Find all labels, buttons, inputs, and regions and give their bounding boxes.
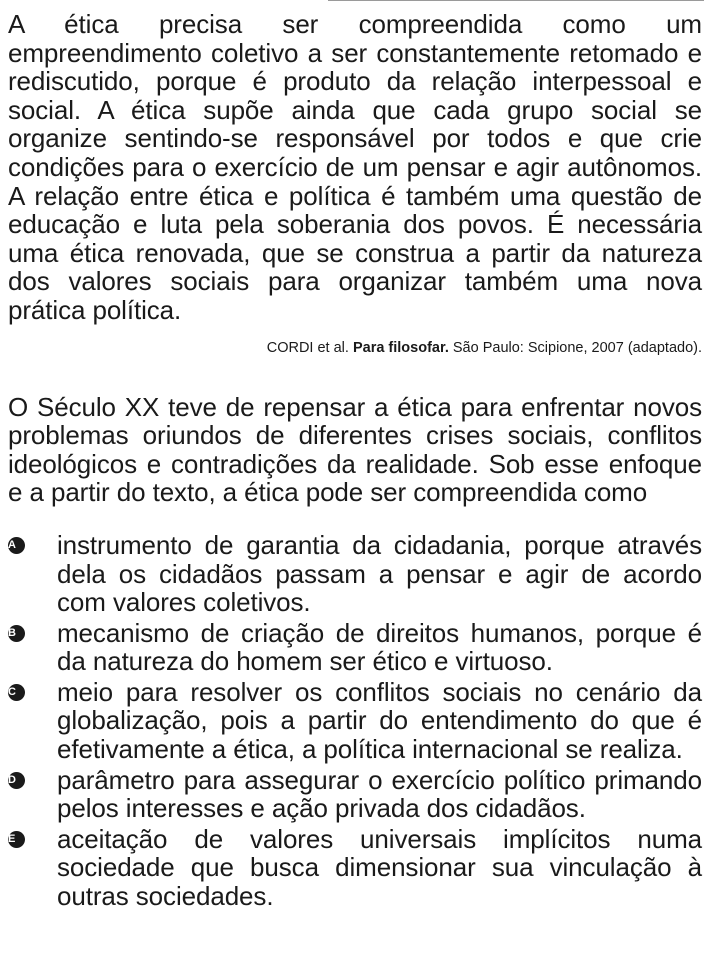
option-d-letter-badge: D	[8, 772, 25, 789]
option-b-text: mecanismo de criação de direitos humanos, porque é da natureza do homem ser ético e virtuoso.	[57, 617, 702, 677]
option-a-letter-badge: A	[8, 537, 25, 554]
source-citation	[8, 339, 702, 357]
option-e-text: aceitação de valores universais implícitos numa sociedade que busca dimensionar sua vinculação à outras sociedades.	[57, 823, 702, 912]
citation-publisher: São Paulo: Scipione, 2007 (adaptado).	[452, 339, 702, 356]
passage-text: A ética precisa ser compreendida como um empreendimento coletivo a ser constantemente retomado e rediscutido, porque é produto da relação interpessoal e social. A ética supõe ainda que cada grupo social se organize sentindo-se responsável por todos e que crie condições para o exercício de um pensar e agir autônomos. A relação entre ética e política é também uma questão de educação e luta pela soberania dos povos. É necessária uma ética renovada, que se construa a partir da natureza dos valores sociais para organizar também uma nova prática política.	[8, 9, 702, 325]
option-d-text: parâmetro para assegurar o exercício político primando pelos interesses e ação privada dos cidadãos.	[57, 764, 702, 824]
citation-title: Para filosofar.	[352, 339, 449, 356]
question-page	[8, 10, 702, 913]
option-e-letter-badge: E	[8, 831, 25, 848]
option-a[interactable]	[8, 531, 702, 617]
option-c[interactable]	[8, 678, 702, 764]
option-e[interactable]	[8, 825, 702, 911]
option-d[interactable]	[8, 766, 702, 823]
question-stem: O Século XX teve de repensar a ética para enfrentar novos problemas oriundos de diferentes crises sociais, conflitos ideológicos e contradições da realidade. Sob esse enfoque e a partir do texto, a ética pode ser compreendida como	[8, 391, 702, 508]
option-b-letter-badge: B	[8, 625, 25, 642]
option-b[interactable]	[8, 619, 702, 676]
option-c-text: meio para resolver os conflitos sociais no cenário da globalização, pois a partir do entendimento do que é efetivamente a ética, a política internacional se realiza.	[57, 676, 702, 765]
answer-options	[8, 531, 702, 911]
citation-author: CORDI et al.	[266, 339, 349, 356]
option-c-letter-badge: C	[8, 684, 25, 701]
top-divider	[328, 0, 704, 1]
option-a-text: instrumento de garantia da cidadania, porque através dela os cidadãos passam a pensar e agir de acordo com valores coletivos.	[57, 529, 702, 618]
